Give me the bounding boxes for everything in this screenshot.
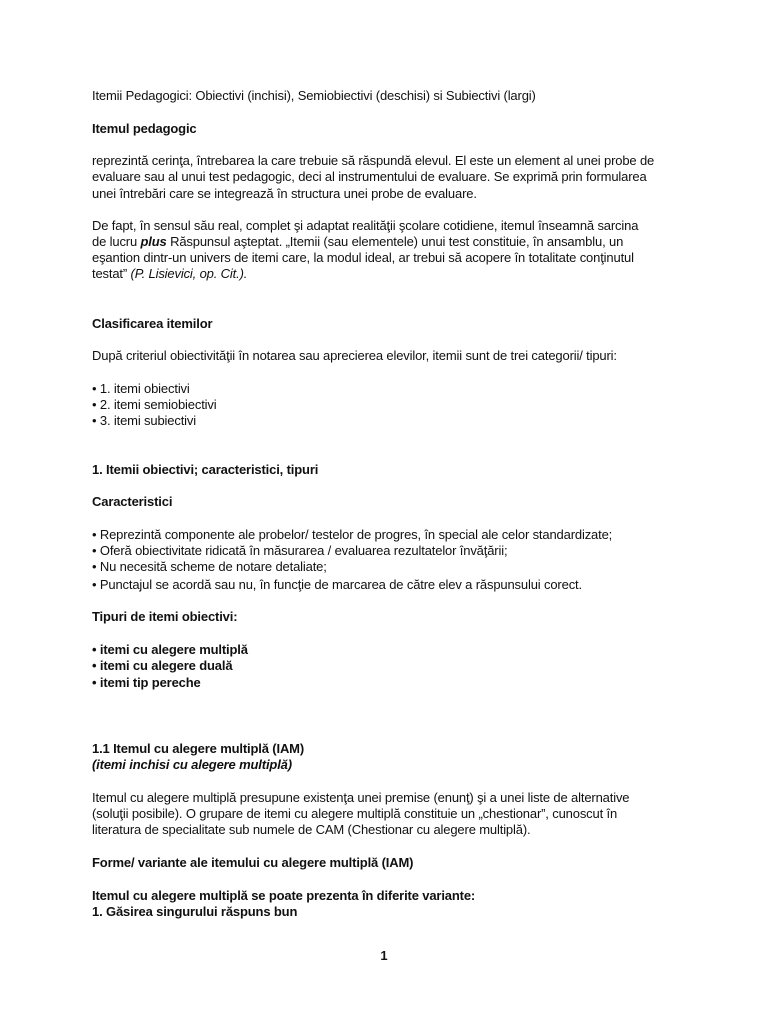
paragraph-line: reprezintă cerinţa, întrebarea la care trebuie să răspundă elevul. El este un element al unei probe de (92, 153, 655, 168)
criteria-intro: După criteriul obiectivităţii în notarea sau aprecierea elevilor, itemii sunt de trei categorii/ tipuri: (92, 348, 617, 363)
paragraph-line: testat” (P. Lisievici, op. Cit.). (92, 266, 248, 281)
heading-item: Itemul pedagogic (92, 121, 197, 136)
paragraph-line: literatura de specialitate sub numele de CAM (Chestionar cu alegere multiplă). (92, 822, 531, 837)
forms-intro: Itemul cu alegere multiplă se poate prezenta în diferite variante: (92, 888, 476, 903)
list-item: • itemi tip pereche (92, 675, 201, 690)
page-number: 1 (380, 948, 388, 963)
list-item: • 3. itemi subiectivi (92, 413, 196, 428)
list-item: • 2. itemi semiobiectivi (92, 397, 217, 412)
paragraph-line: eşantion dintr-un univers de itemi care, la modul ideal, ar trebui să acopere în totalitate conţinutul (92, 250, 634, 265)
subheading-iam: (itemi inchisi cu alegere multiplă) (92, 757, 292, 772)
list-item: • Oferă obiectivitate ridicată în măsurarea / evaluarea rezultatelor învăţării; (92, 543, 508, 558)
paragraph-line: (soluţii posibile). O grupare de itemi cu alegere multiplă constituie un „chestionar”, cunoscut în (92, 806, 618, 821)
paragraph-line: Itemul cu alegere multiplă presupune existenţa unei premise (enunţ) şi a unei liste de alternative (92, 790, 630, 805)
list-item: • Reprezintă componente ale probelor/ testelor de progres, în special ale celor standardizate; (92, 527, 613, 542)
forms-first-variant: 1. Găsirea singurului răspuns bun (92, 904, 298, 919)
list-item: • Punctajul se acordă sau nu, în funcţie de marcarea de către elev a răspunsului corect. (92, 577, 582, 592)
list-item: • itemi cu alegere duală (92, 658, 233, 673)
heading-iam: 1.1 Itemul cu alegere multiplă (IAM) (92, 741, 305, 756)
list-item: • itemi cu alegere multiplă (92, 642, 248, 657)
heading-forms: Forme/ variante ale itemului cu alegere multiplă (IAM) (92, 855, 414, 870)
paragraph-line: de lucru plus Răspunsul aşteptat. „Itemii (sau elementele) unui test constituie, în ansamblu, un (92, 234, 624, 249)
heading-characteristics: Caracteristici (92, 494, 173, 509)
heading-classification: Clasificarea itemilor (92, 316, 213, 331)
list-item: • Nu necesită scheme de notare detaliate; (92, 559, 327, 574)
heading-types: Tipuri de itemi obiectivi: (92, 609, 238, 624)
citation: (P. Lisievici, op. Cit.). (130, 266, 248, 281)
paragraph-line: De fapt, în sensul său real, complet şi adaptat realităţii şcolare cotidiene, itemul înseamnă sarcina (92, 218, 639, 233)
heading-objective: 1. Itemii obiectivi; caracteristici, tipuri (92, 462, 319, 477)
list-item: • 1. itemi obiectivi (92, 381, 190, 396)
paragraph-line: unei întrebări care se integrează în structura unei probe de evaluare. (92, 186, 477, 201)
paragraph-line: evaluare sau al unui test pedagogic, deci al instrumentului de evaluare. Se exprimă prin formularea (92, 169, 647, 184)
emphasis-plus: plus (140, 234, 167, 249)
document-title: Itemii Pedagogici: Obiectivi (inchisi), Semiobiectivi (deschisi) si Subiectivi (largi) (92, 88, 536, 103)
